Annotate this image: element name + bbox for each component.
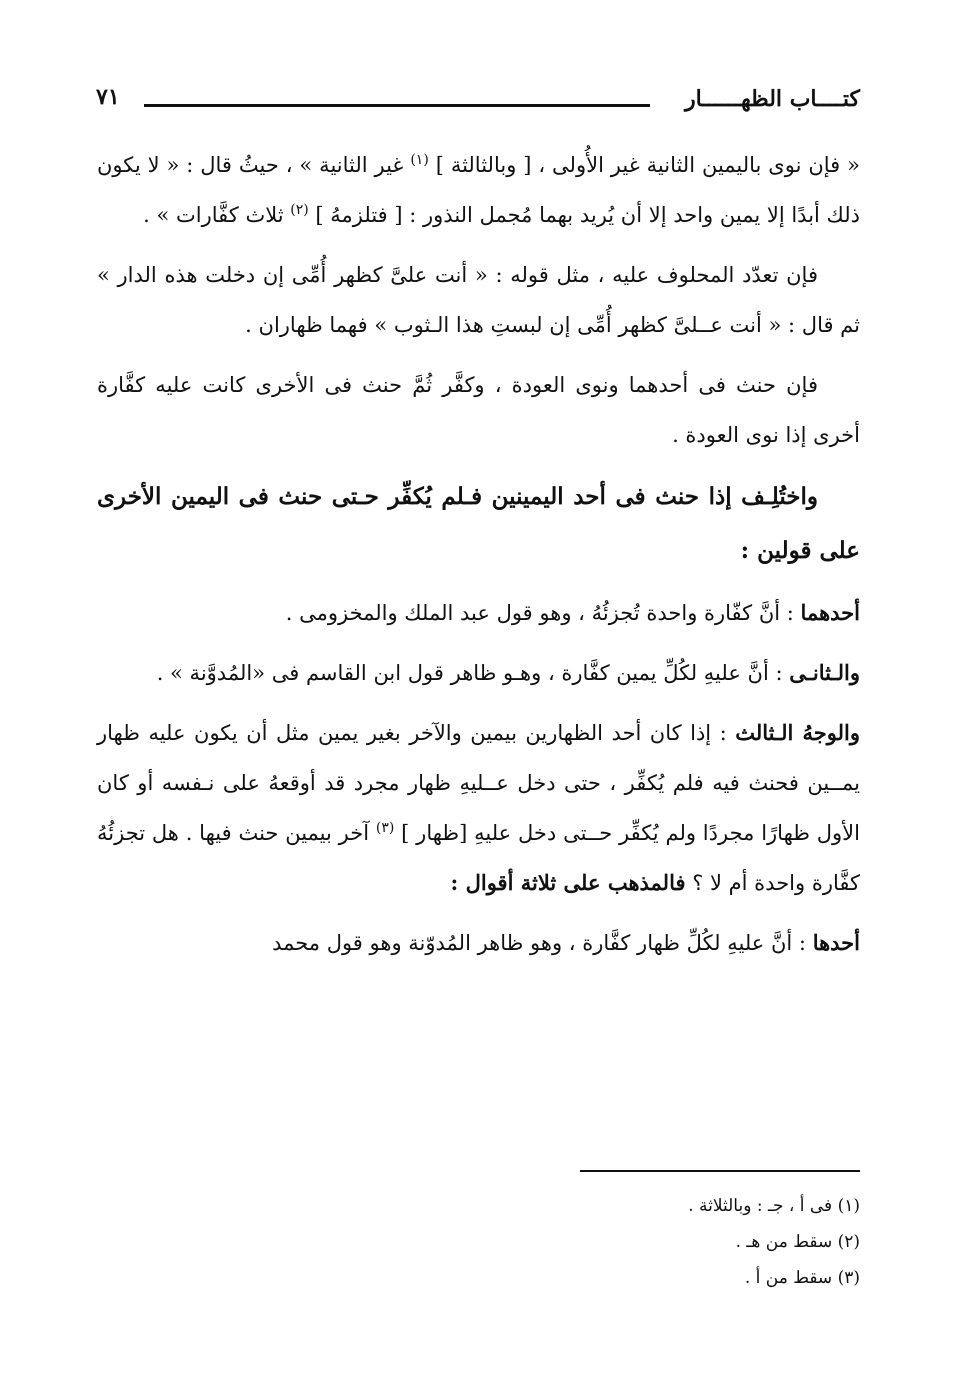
paragraph-8-text: : أنَّ عليهِ لكُلِّ ظهار كفَّارة ، وهو ظاهر المُدوّنة وهو قول محمد — [272, 931, 813, 955]
paragraph-4 — [97, 470, 860, 578]
paragraph-7 — [97, 708, 860, 908]
footnote-2: (٢) سقط من هـ . — [735, 1232, 860, 1252]
paragraph-2 — [97, 250, 860, 350]
paragraph-7-text-before: : إذا كان أحد الظهارين بيمين والآخر بغير يمين مثل أن يكون عليه ظهار يمــين فحنث فيه فلم يُكفِّر ، حتى دخل عــليهِ ظهار مجرد قد أوقعهُ على نـفسه أو كان الأول ظهارًا مجردًا ولم يُكفِّر حــتى دخل عليهِ [ظهار ] — [97, 721, 860, 845]
paragraph-5-lead: أحدهما — [800, 600, 860, 625]
paragraph-6-lead: والـثانـى — [789, 660, 860, 685]
footnote-marker-1: (١) — [410, 152, 429, 168]
paragraph-1-text-after: ثلاث كفَّارات » . — [143, 203, 291, 227]
header-rule — [144, 104, 650, 107]
paragraph-3 — [97, 360, 860, 460]
paragraph-6-text: : أنَّ عليهِ لكُلِّ يمين كفَّارة ، وهـو ظاهر قول ابن القاسم فى «المُدوَّنة » . — [156, 661, 790, 685]
footnote-marker-2: (٢) — [290, 202, 309, 218]
paragraph-7-bold-tail: فالمذهب على ثلاثة أقوال : — [450, 870, 686, 895]
paragraph-3-text: فإن حنث فى أحدهما ونوى العودة ، وكفَّر ثُمَّ حنث فى الأخرى كانت عليه كفَّارة أخرى إذا نوى العودة . — [97, 373, 860, 447]
footnote-1: (١) فى أ ، جـ : وبالثلاثة . — [688, 1196, 860, 1216]
paragraph-1-text-middle: غير الثانية » ، حيثُ قال : « لا يكون ذلك أبدًا إلا يمين واحد إلا أن يُريد بهما مُجمل النذور : [ فتلزمهُ ] — [97, 153, 860, 227]
paragraph-7-text-middle: آخر بيمين حنث فيها . هل تجزئُهُ كفَّارة واحدة أم لا ؟ — [97, 821, 860, 895]
page-number: ٧١ — [96, 84, 120, 110]
paragraph-1-text-before: « فإن نوى باليمين الثانية غير الأُولى ، [ وبالثالثة ] — [428, 153, 860, 177]
paragraph-1 — [97, 140, 860, 240]
page-header — [96, 82, 860, 122]
paragraph-5 — [97, 588, 860, 638]
running-title: كتــــاب الظهــــــار — [685, 86, 860, 112]
main-text — [97, 140, 860, 978]
footnote-rule — [580, 1170, 860, 1172]
paragraph-6 — [97, 648, 860, 698]
paragraph-8-lead: أحدها — [812, 930, 860, 955]
paragraph-5-text: : أنَّ كفّارة واحدة تُجزئُهُ ، وهو قول عبد الملك والمخزومى . — [285, 601, 801, 625]
paragraph-2-text: فإن تعدّد المحلوف عليه ، مثل قوله : « أنت علىَّ كظهر أُمِّى إن دخلت هذه الدار » ثم قال : « أنت عــلىَّ كظهر أُمِّى إن لبستِ هذا الـثوب » فهما ظهاران . — [97, 263, 860, 337]
footnote-3: (٣) سقط من أ . — [744, 1268, 860, 1288]
paragraph-8 — [97, 918, 860, 968]
footnote-marker-3: (٣) — [375, 820, 395, 836]
footnotes — [530, 1188, 860, 1296]
paragraph-7-lead: والوجهُ الـثالث — [735, 720, 860, 745]
paragraph-4-text: واختُلِـف إذا حنث فى أحد اليمينين فـلم يُكفِّر حـتى حنث فى اليمين الأخرى على قولين : — [97, 483, 860, 564]
